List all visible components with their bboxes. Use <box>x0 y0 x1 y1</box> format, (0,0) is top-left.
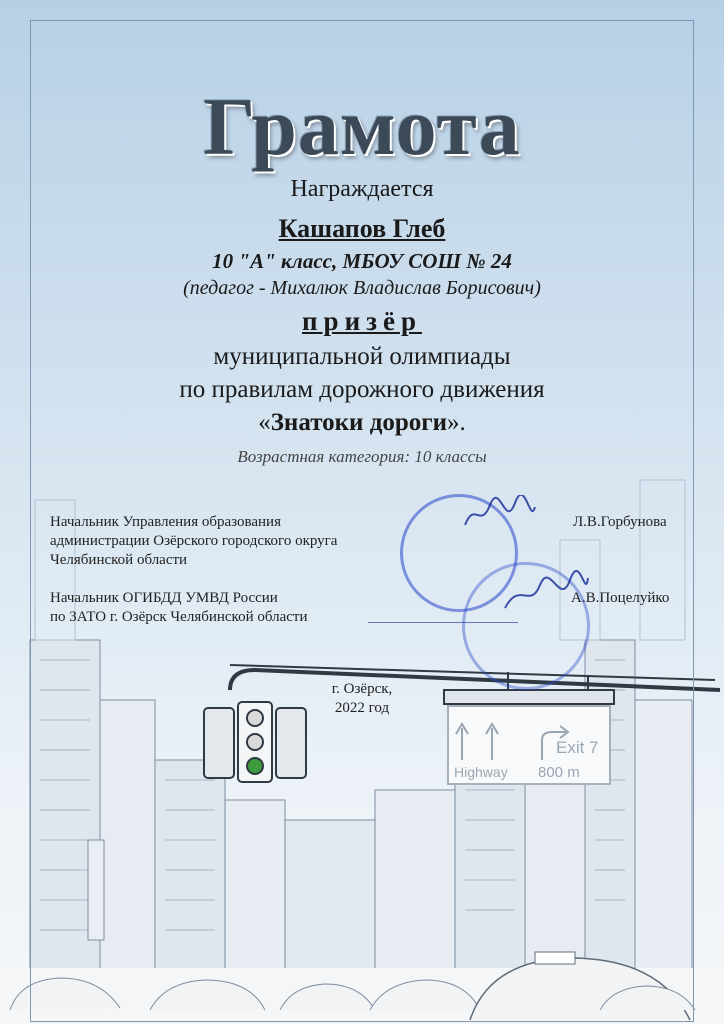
signatory-1-position <box>50 513 337 570</box>
olympiad-line-2: по правилам дорожного движения <box>179 376 545 403</box>
signature-line-2 <box>368 622 518 623</box>
signatory-2-position <box>50 589 308 627</box>
recipient-name: Кашапов Глеб <box>278 214 446 243</box>
place: г. Озёрск, <box>331 681 393 697</box>
olympiad-line-1: муниципальной олимпиады <box>213 343 511 370</box>
highway-sign-text: Highway <box>454 764 508 780</box>
distance-sign-text: 800 m <box>538 764 580 781</box>
exit-sign-text: Exit 7 <box>556 738 599 757</box>
signatory-1-name: Л.В.Горбунова <box>573 514 667 530</box>
olympiad-name-line <box>0 409 724 437</box>
age-category: Возрастная категория: 10 классы <box>237 447 487 466</box>
quote-close: ». <box>447 409 466 436</box>
signatory-2-line-2: по ЗАТО г. Озёрск Челябинской области <box>50 609 308 625</box>
signatory-1-line-2: администрации Озёрского городского округа <box>50 533 338 549</box>
olympiad-name: Знатоки дороги <box>270 409 448 436</box>
signature-gorbunova <box>460 495 540 535</box>
year: 2022 год <box>334 700 390 716</box>
signatory-1-line-3: Челябинской области <box>50 552 188 568</box>
awarded-label: Награждается <box>290 176 434 202</box>
teacher-line: (педагог - Михалюк Владислав Борисович) <box>183 277 541 299</box>
signatory-1-line-1: Начальник Управления образования <box>50 514 281 530</box>
signatory-2-line-1: Начальник ОГИБДД УМВД России <box>50 590 278 606</box>
certificate-title: Грамота <box>203 81 521 172</box>
place-date <box>312 680 412 718</box>
prize-status: призёр <box>302 306 422 336</box>
quote-open: « <box>258 409 271 436</box>
signatory-2-name: А.В.Поцелуйко <box>571 590 670 606</box>
recipient-class: 10 "А" класс, МБОУ СОШ № 24 <box>212 249 512 273</box>
